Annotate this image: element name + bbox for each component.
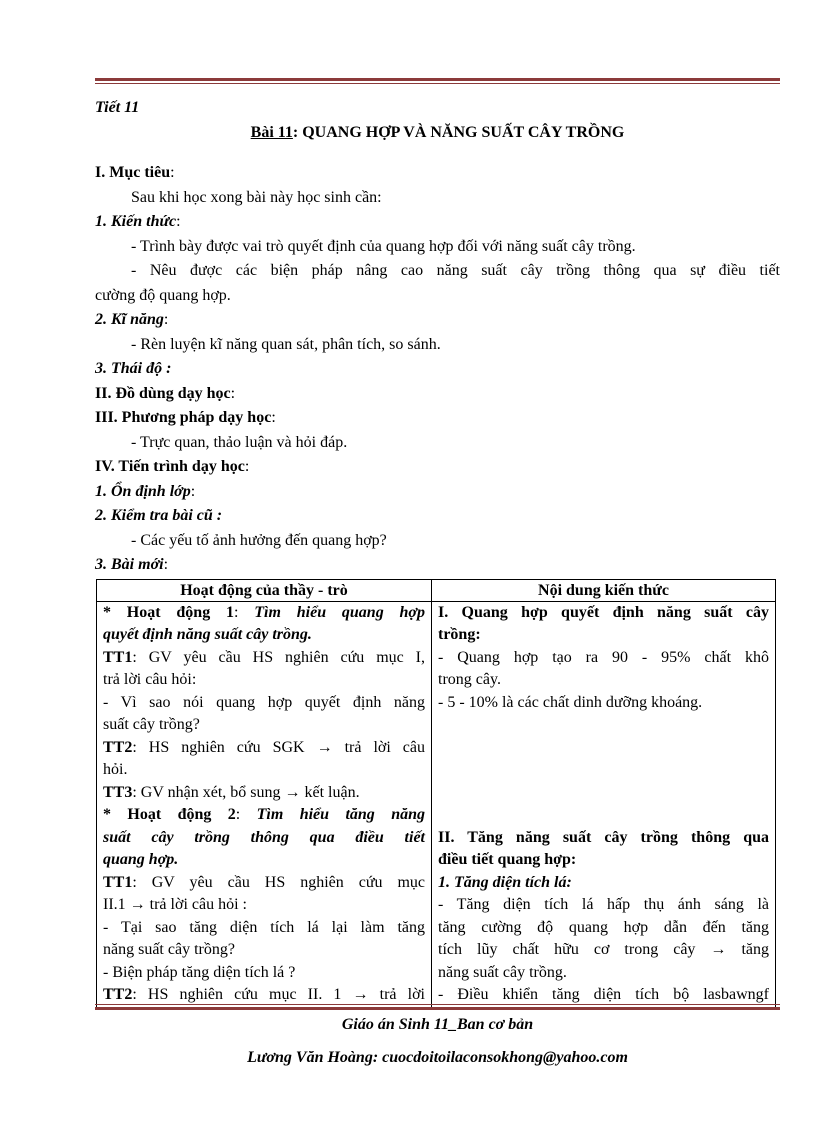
- process-heading: IV. Tiến trình dạy học:: [95, 458, 250, 475]
- footer-author: Lương Văn Hoàng: cuocdoitoilaconsokhong@yahoo.com: [247, 1049, 628, 1066]
- footer-rule: [95, 1004, 780, 1010]
- table-row: [97, 601, 776, 1007]
- review-heading: 2. Kiểm tra bài cũ :: [95, 507, 223, 524]
- header-rule: [95, 78, 780, 84]
- skills-heading: 2. Kĩ năng:: [95, 311, 169, 328]
- skills-item-1: - Rèn luyện kĩ năng quan sát, phân tích, so sánh.: [131, 335, 441, 353]
- col-header-content: Nội dung kiến thức: [432, 579, 776, 601]
- objectives-intro: Sau khi học xong bài này học sinh cần:: [131, 188, 382, 206]
- lesson-title-text: : QUANG HỢP VÀ NĂNG SUẤT CÂY TRỒNG: [292, 123, 625, 141]
- new-lesson-heading: 3. Bài mới:: [95, 556, 169, 573]
- lesson-plan-body: [95, 96, 780, 1008]
- knowledge-heading: 1. Kiến thức:: [95, 213, 181, 230]
- review-question: - Các yếu tố ảnh hưởng đến quang hợp?: [131, 531, 387, 549]
- knowledge-item-2a: - Nêu được các biện pháp nâng cao năng suất cây trồng thông qua sự điều tiết: [131, 262, 780, 279]
- methods-heading: III. Phương pháp dạy học:: [95, 409, 276, 426]
- activities-cell: * Hoạt động 1: Tìm hiểu quang hợp quyết định năng suất cây trồng. TT1: GV yêu cầu HS nghiên cứu mục I, trả lời câu hỏi: - Vì sao nói quang hợp quyết định năng suất cây trồng? TT2: HS nghiên cứu SGK → trả lời câu hỏi. TT3: GV nhận xét, bổ sung → kết luận. * Hoạt động 2: Tìm hiểu tăng năng suất cây trồng thông qua điều tiết quang hợp. TT1: GV yêu cầu HS nghiên cứu mục II.1 → trả lời câu hỏi : - Tại sao tăng diện tích lá lại làm tăng năng suất cây trồng? - Biện pháp tăng diện tích lá ? TT2: HS nghiên cứu mục II. 1 → trả lời: [97, 601, 432, 1007]
- attitude-heading: 3. Thái độ :: [95, 360, 172, 377]
- methods-item: - Trực quan, thảo luận và hỏi đáp.: [131, 433, 348, 451]
- col-header-activities: Hoạt động của thầy - trò: [97, 579, 432, 601]
- period-label: Tiết 11: [95, 99, 140, 116]
- materials-heading: II. Đồ dùng dạy học:: [95, 384, 236, 402]
- lesson-title: [95, 121, 780, 146]
- knowledge-item-2b: cường độ quang hợp.: [95, 286, 231, 304]
- footer-course: Giáo án Sinh 11_Ban cơ bản: [341, 1016, 534, 1033]
- activity-table: [96, 579, 776, 1008]
- content-cell: I. Quang hợp quyết định năng suất cây trồng: - Quang hợp tạo ra 90 - 95% chất khô trong cây. - 5 - 10% là các chất dinh dưỡng khoáng. II. Tăng năng suất cây trồng thông qua điều tiết quang hợp: 1. Tăng diện tích lá: - Tăng diện tích lá hấp thụ ánh sáng là tăng cường độ quang hợp dẫn đến tăng tích lũy chất hữu cơ trong cây → tăng năng suất cây trồng. - Điều khiển tăng diện tích bộ lasbawngf: [432, 601, 776, 1007]
- knowledge-item-1: - Trình bày được vai trò quyết định của quang hợp đối với năng suất cây trồng.: [131, 237, 636, 255]
- objectives-heading: I. Mục tiêu:: [95, 164, 175, 181]
- lesson-number: Bài 11: [250, 123, 293, 141]
- stabilize-heading: 1. Ổn định lớp:: [95, 482, 196, 500]
- table-header-row: [97, 579, 776, 601]
